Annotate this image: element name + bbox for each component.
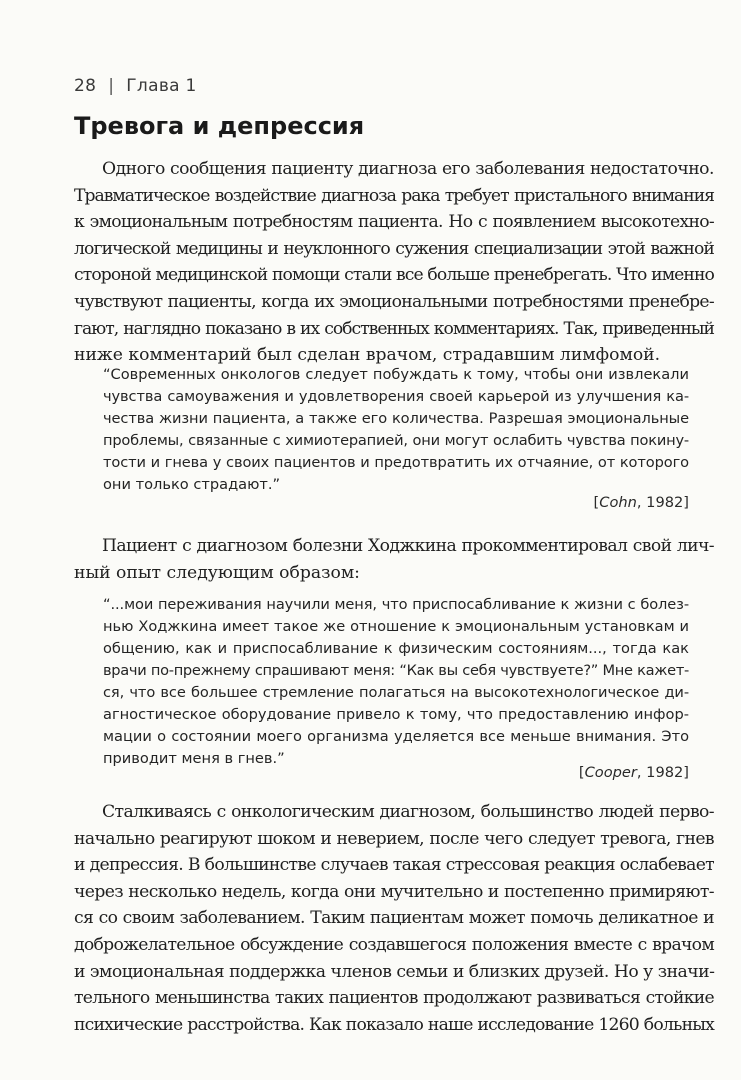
- text-line: тельного меньшинства таких пациентов продолжают развиваться стойкие: [74, 988, 714, 1009]
- text-line: ниже комментарий был сделан врачом, страдавшим лимфомой.: [74, 345, 661, 366]
- text-line: чувствуют пациенты, когда их эмоциональными потребностями пренебре-: [74, 291, 714, 312]
- text-line: начально реагируют шоком и неверием, после чего следует тревога, гнев: [74, 828, 714, 849]
- text-line: и депрессия. В большинстве случаев такая стрессовая реакция ослабевает: [74, 855, 714, 876]
- paragraph-2: [74, 533, 714, 586]
- citation-1: [Cohn, 1982]: [593, 494, 689, 511]
- text-line: логической медицины и неуклонного сужения специализации этой важной: [74, 238, 714, 259]
- chapter-label: Глава 1: [126, 76, 197, 96]
- citation-year: 1982: [646, 494, 684, 511]
- quote-2: [103, 594, 689, 770]
- quote-line: “Современных онкологов следует побуждать к тому, чтобы они извлекали: [103, 366, 689, 383]
- quote-line: ся, что все большее стремление полагаться на высокотехнологическое ди-: [103, 684, 689, 701]
- text-line: ный опыт следующим образом:: [74, 562, 360, 583]
- text-line: к эмоциональным потребностям пациента. Но с появлением высокотехно-: [74, 212, 714, 233]
- text-line: через несколько недель, когда они мучительно и постепенно примиряют-: [74, 881, 714, 902]
- text-line: и эмоциональная поддержка членов семьи и близких друзей. Но у значи-: [74, 961, 715, 982]
- text-line: Сталкиваясь с онкологическим диагнозом, большинство людей перво-: [102, 802, 714, 822]
- citation-year: 1982: [646, 764, 684, 781]
- quote-line: чувства самоуважения и удовлетворения своей карьерой из улучшения ка-: [103, 388, 689, 405]
- page-number: 28: [74, 76, 97, 96]
- text-line: Пациент с диагнозом болезни Ходжкина прокомментировал свой лич-: [102, 536, 714, 556]
- section-title: Тревога и депрессия: [74, 112, 365, 140]
- quote-line: агностическое оборудование привело к тому, что предоставлению инфор-: [103, 706, 689, 723]
- text-line: Травматическое воздействие диагноза рака требует пристального внимания: [74, 185, 714, 206]
- quote-line: врачи по-прежнему спрашивают меня: “Как вы себя чувствуете?” Мне кажет-: [103, 662, 689, 679]
- text-line: ся со своим заболеванием. Таким пациентам может помочь деликатное и: [74, 908, 714, 929]
- quote-line: они только страдают.”: [103, 476, 281, 493]
- paragraph-3: [74, 799, 714, 1038]
- quote-line: мации о состоянии моего организма уделяется все меньше внимания. Это: [103, 728, 689, 745]
- quote-line: “...мои переживания научили меня, что приспосабливание к жизни с болез-: [103, 596, 689, 613]
- quote-line: приводит меня в гнев.”: [103, 750, 285, 767]
- paragraph-1: [74, 156, 714, 369]
- text-line: доброжелательное обсуждение создавшегося положения вместе с врачом: [74, 934, 714, 955]
- citation-author: Cohn: [599, 494, 637, 511]
- quote-line: проблемы, связанные с химиотерапией, они могут ослабить чувства покину-: [103, 432, 689, 449]
- quote-line: чества жизни пациента, а также его количества. Разрешая эмоциональные: [103, 410, 689, 427]
- running-head: [74, 76, 197, 96]
- text-line: стороной медицинской помощи стали все больше пренебрегать. Что именно: [74, 265, 714, 286]
- citation-author: Cooper: [584, 764, 637, 781]
- header-separator: |: [108, 76, 115, 96]
- quote-1: [103, 364, 689, 496]
- citation-2: [Cooper, 1982]: [578, 764, 689, 781]
- quote-line: общению, как и приспосабливание к физическим состояниям..., тогда как: [103, 640, 689, 657]
- quote-line: тости и гнева у своих пациентов и предотвратить их отчаяние, от которого: [103, 454, 689, 471]
- text-line: Одного сообщения пациенту диагноза его заболевания недостаточно.: [102, 159, 714, 179]
- quote-line: нью Ходжкина имеет такое же отношение к эмоциональным установкам и: [103, 618, 689, 635]
- text-line: психические расстройства. Как показало наше исследование 1260 больных: [74, 1014, 714, 1035]
- text-line: гают, наглядно показано в их собственных комментариях. Так, приведенный: [74, 318, 714, 339]
